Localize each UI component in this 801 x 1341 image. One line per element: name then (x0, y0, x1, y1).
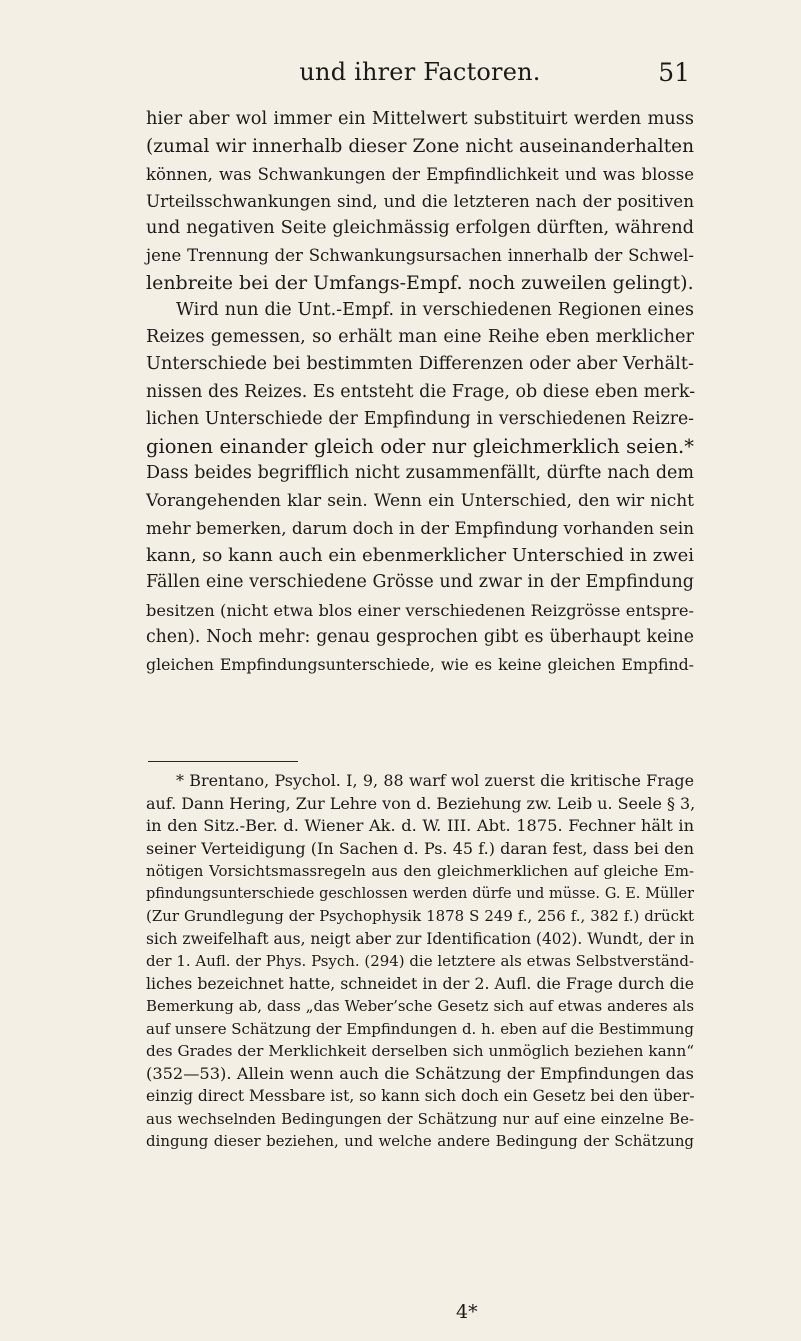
footnote-line: (Zur Grundlegung der Psychophysik 1878 S 249 f., 256 f., 382 f.) drückt (146, 907, 694, 925)
body-line: (zumal wir innerhalb dieser Zone nicht auseinanderhalten (146, 136, 694, 158)
page-number: 51 (658, 58, 690, 87)
body-line: besitzen (nicht etwa blos einer verschiedenen Reizgrösse entspre- (146, 600, 694, 620)
footnote-rule (148, 761, 298, 762)
body-line: lichen Unterschiede der Empfindung in verschiedenen Reizre- (146, 408, 694, 429)
body-text (146, 106, 694, 678)
footnote-line: auf. Dann Hering, Zur Lehre von d. Beziehung zw. Leib u. Seele § 3, (146, 793, 696, 813)
running-head: und ihrer Factoren. (299, 58, 541, 86)
body-line: und negativen Seite gleichmässig erfolgen dürften, während (146, 218, 694, 238)
footnote-line: sich zweifelhaft aus, neigt aber zur Identification (402). Wundt, der in (146, 929, 695, 948)
body-line: Reizes gemessen, so erhält man eine Reihe eben merklicher (146, 327, 694, 347)
footnote-line: in den Sitz.-Ber. d. Wiener Ak. d. W. III. Abt. 1875. Fechner hält in (146, 816, 694, 835)
footnote-line: (352—53). Allein wenn auch die Schätzung der Empfindungen das (146, 1063, 694, 1083)
body-line: chen). Noch mehr: genau gesprochen gibt es überhaupt keine (146, 626, 694, 647)
footnote-line: einzig direct Messbare ist, so kann sich doch ein Gesetz bei den über- (146, 1087, 695, 1105)
page-header (150, 58, 690, 98)
body-line: Fällen eine verschiedene Grösse und zwar in der Empfindung (146, 572, 694, 593)
footnote-line: dingung dieser beziehen, und welche andere Bedingung der Schätzung (146, 1132, 694, 1150)
body-line: Wird nun die Unt.-Empf. in verschiedenen Regionen eines (176, 299, 694, 320)
body-line: nissen des Reizes. Es entsteht die Frage, ob diese eben merk- (146, 381, 696, 402)
footnote (146, 770, 694, 1153)
footnote-line: * Brentano, Psychol. I, 9, 88 warf wol zuerst die kritische Frage (176, 771, 694, 790)
footnote-line: pfindungsunterschiede geschlossen werden dürfe und müsse. G. E. Müller (146, 885, 694, 902)
signature-mark: 4* (456, 1301, 478, 1323)
footnote-line: seiner Verteidigung (In Sachen d. Ps. 45 f.) daran fest, dass bei den (146, 838, 694, 858)
footnote-line: Bemerkung ab, dass „das Weber’sche Gesetz sich auf etwas anderes als (146, 997, 694, 1015)
body-line: mehr bemerken, darum doch in der Empfindung vorhanden sein (146, 517, 694, 538)
body-line: Dass beides begrifflich nicht zusammenfällt, dürfte nach dem (146, 463, 694, 484)
body-line: gionen einander gleich oder nur gleichmerklich seien.* (146, 435, 694, 458)
footnote-line: nötigen Vorsichtsmassregeln aus den gleichmerklichen auf gleiche Em- (146, 862, 694, 880)
body-line: hier aber wol immer ein Mittelwert substituirt werden muss (146, 109, 694, 129)
body-line: Unterschiede bei bestimmten Differenzen oder aber Verhält- (146, 354, 694, 375)
body-line: kann, so kann auch ein ebenmerklicher Unterschied in zwei (146, 545, 695, 566)
body-line: jene Trennung der Schwankungsursachen innerhalb der Schwel- (146, 246, 694, 266)
body-line: können, was Schwankungen der Empfindlichkeit und was blosse (146, 164, 694, 184)
footnote-line: der 1. Aufl. der Phys. Psych. (294) die letztere als etwas Selbstverständ- (146, 952, 694, 970)
body-line: gleichen Empfindungsunterschiede, wie es keine gleichen Empfind- (146, 655, 694, 674)
footnote-line: des Grades der Merklichkeit derselben sich unmöglich beziehen kann“ (146, 1042, 694, 1060)
footnote-line: auf unsere Schätzung der Empfindungen d. h. eben auf die Bestimmung (146, 1019, 694, 1038)
body-line: lenbreite bei der Umfangs-Empf. noch zuweilen gelingt). (146, 271, 694, 294)
body-line: Vorangehenden klar sein. Wenn ein Unterschied, den wir nicht (146, 490, 694, 511)
body-line: Urteilsschwankungen sind, und die letzteren nach der positiven (146, 190, 694, 211)
footnote-line: liches bezeichnet hatte, schneidet in der 2. Aufl. die Frage durch die (146, 973, 694, 993)
footnote-line: aus wechselnden Bedingungen der Schätzung nur auf eine einzelne Be- (146, 1109, 694, 1128)
